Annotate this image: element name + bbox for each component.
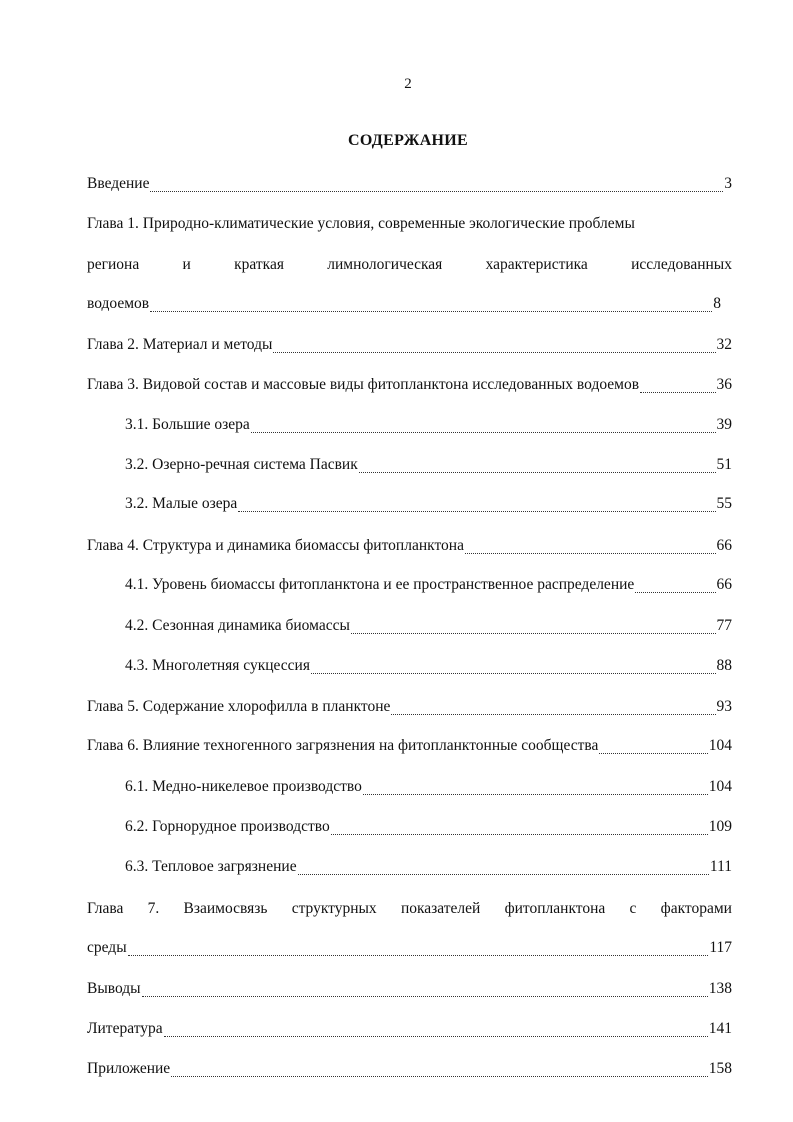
leader-dots [298, 860, 709, 875]
toc-entry-text: среды [87, 939, 127, 956]
toc-entry-text: 6.1. Медно-никелевое производство [125, 778, 362, 795]
toc-entry-page: 3 [724, 175, 732, 192]
toc-entry-chapter6 [87, 736, 732, 756]
toc-entry-page: 93 [716, 698, 732, 715]
toc-word: краткая [234, 256, 284, 273]
leader-dots [128, 941, 709, 956]
toc-entry-page: 141 [708, 1020, 732, 1037]
toc-entry-6-3 [125, 857, 732, 877]
leader-dots [363, 780, 708, 795]
toc-word: региона [87, 256, 140, 273]
leader-dots [142, 982, 708, 997]
toc-word: лимнологическая [327, 256, 443, 273]
leader-dots [150, 297, 712, 312]
toc-entry-text: Глава 3. Видовой состав и массовые виды фитопланктона исследованных водоемов [87, 376, 640, 393]
toc-entry-page: 104 [708, 778, 732, 795]
toc-entry-chapter4 [87, 536, 732, 556]
toc-entry-references [87, 1019, 732, 1039]
toc-entry-4-3 [125, 656, 732, 676]
leader-dots [164, 1022, 708, 1037]
leader-dots [150, 177, 723, 192]
toc-entry-6-1 [125, 777, 732, 797]
toc-entry-page: 66 [716, 537, 732, 554]
toc-entry-text: 3.2. Малые озера [125, 495, 238, 512]
toc-entry-text: 6.3. Тепловое загрязнение [125, 858, 297, 875]
toc-entry-3-1 [125, 415, 732, 435]
toc-word: факторами [660, 900, 732, 917]
toc-entry-page: 32 [716, 336, 732, 353]
toc-entry-text: Литература [87, 1020, 163, 1037]
toc-word: фитопланктона [504, 900, 606, 917]
toc-entry-page: 39 [716, 416, 732, 433]
toc-entry-6-2 [125, 817, 732, 837]
toc-entry-text: Глава 1. Природно-климатические условия, современные экологические проблемы [87, 215, 635, 232]
toc-word: и [182, 256, 191, 273]
toc-word: структурных [291, 900, 377, 917]
toc-word: показателей [400, 900, 481, 917]
toc-entry-text: 4.1. Уровень биомассы фитопланктона и ее пространственное распределение [125, 576, 635, 593]
toc-entry-page: 104 [708, 737, 732, 754]
toc-entry-appendix [87, 1059, 732, 1079]
toc-entry-text: 3.2. Озерно-речная система Пасвик [125, 456, 358, 473]
leader-dots [640, 378, 715, 393]
toc-entry-page: 138 [708, 980, 732, 997]
toc-word: 7. [147, 900, 160, 917]
toc-entry-3-2-small-lakes [125, 494, 732, 514]
toc-entry-chapter3 [87, 375, 732, 395]
toc-entry-text: 3.1. Большие озера [125, 416, 250, 433]
toc-entry-text: Глава 4. Структура и динамика биомассы фитопланктона [87, 537, 464, 554]
toc-entry-chapter1-line3 [87, 294, 721, 314]
toc-entry-page: 51 [716, 456, 732, 473]
toc-entry-page: 77 [716, 617, 732, 634]
toc-entry-text: 4.2. Сезонная динамика биомассы [125, 617, 350, 634]
toc-title: СОДЕРЖАНИЕ [347, 132, 469, 149]
toc-entry-text: водоемов [87, 295, 150, 312]
toc-entry-page: 8 [713, 295, 721, 312]
page-number: 2 [404, 76, 412, 92]
toc-entry-page: 55 [716, 495, 732, 512]
leader-dots [635, 578, 715, 593]
toc-entry-page: 36 [716, 376, 732, 393]
toc-entry-conclusions [87, 979, 732, 999]
toc-entry-3-2-pasvik [125, 455, 732, 475]
toc-entry-text: Введение [87, 175, 150, 192]
toc-entry-page: 88 [716, 657, 732, 674]
toc-entry-text: 6.2. Горнорудное производство [125, 818, 330, 835]
toc-entry-chapter5 [87, 697, 732, 717]
leader-dots [359, 458, 716, 473]
leader-dots [251, 418, 716, 433]
toc-entry-text: Глава 5. Содержание хлорофилла в планктоне [87, 698, 391, 715]
leader-dots [273, 338, 715, 353]
toc-entry-4-2 [125, 616, 732, 636]
toc-entry-page: 117 [709, 939, 732, 956]
toc-entry-text: Глава 6. Влияние техногенного загрязнения на фитопланктонные сообщества [87, 737, 599, 754]
toc-entry-chapter1-line1 [87, 214, 732, 234]
toc-entry-chapter7-line2 [87, 938, 732, 958]
toc-entry-intro [87, 174, 732, 194]
leader-dots [311, 659, 716, 674]
toc-word: характеристика [485, 256, 588, 273]
toc-entry-page: 111 [709, 858, 732, 875]
leader-dots [465, 539, 716, 554]
toc-entry-chapter2 [87, 335, 732, 355]
toc-entry-chapter7-line1 [87, 899, 732, 919]
leader-dots [238, 497, 715, 512]
toc-entry-text: 4.3. Многолетняя сукцессия [125, 657, 310, 674]
toc-entry-text: Выводы [87, 980, 141, 997]
toc-entry-chapter1-line2 [87, 255, 732, 275]
leader-dots [331, 820, 708, 835]
toc-entry-page: 109 [708, 818, 732, 835]
toc-word: Глава [87, 900, 124, 917]
leader-dots [351, 619, 716, 634]
toc-entry-page: 158 [708, 1060, 732, 1077]
toc-word: исследованных [631, 256, 732, 273]
leader-dots [391, 700, 715, 715]
leader-dots [171, 1062, 708, 1077]
toc-word: Взаимосвязь [183, 900, 268, 917]
toc-entry-page: 66 [716, 576, 732, 593]
toc-entry-4-1 [125, 575, 732, 595]
toc-entry-text: Приложение [87, 1060, 171, 1077]
toc-word: с [629, 900, 637, 917]
toc-entry-text: Глава 2. Материал и методы [87, 336, 273, 353]
leader-dots [599, 739, 707, 754]
